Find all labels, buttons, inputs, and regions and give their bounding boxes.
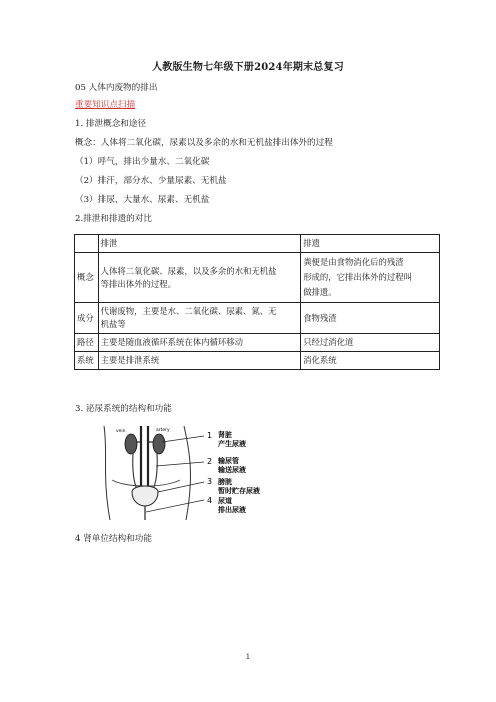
cell-line: 人体将二氧化碳、尿素，以及多余的水和无机盐 [100, 265, 277, 276]
callout-function: 输送尿液 [218, 465, 246, 474]
callout-organ: 输尿管 [218, 456, 239, 465]
excretion-cell [98, 253, 301, 303]
cell-line: 食物残渣 [303, 312, 337, 323]
left-kidney [125, 434, 137, 454]
bladder [132, 486, 158, 506]
document-title: 人教版生物七年级下册2024年期末总复习 [152, 62, 344, 73]
egestion-cell: 只经过消化道 [301, 334, 440, 352]
urinary-system-diagram [98, 422, 294, 522]
cell-line: 做排遗。 [303, 287, 337, 297]
item1-heading: 1. 排泄概念和途径 [75, 119, 147, 129]
item3-heading: 3. 泌尿系统的结构和功能 [75, 404, 172, 414]
body-outline-right [184, 426, 190, 520]
callout-organ: 肾脏 [218, 430, 232, 439]
pelvis-outline [112, 480, 180, 486]
table-row [75, 303, 440, 334]
callout-number: 4 [207, 496, 213, 505]
excretion-cell: 主要是排泄系统 [98, 352, 301, 370]
egestion-cell [301, 253, 440, 303]
row-label: 系统 [75, 352, 99, 370]
leader-line [158, 482, 204, 492]
cell-line: 粪便是由食物消化后的残渣 [303, 257, 404, 267]
cell-line: 形成的，它排出体外的过程叫 [303, 272, 413, 282]
leader-line [156, 462, 204, 466]
callout-number: 2 [207, 457, 213, 466]
item2-heading: 2.排泄和排遗的对比 [75, 214, 152, 224]
cell-line: 代谢废物，主要是水、二氧化碳、尿素、氮、无 [100, 306, 277, 316]
row-label: 路径 [75, 334, 99, 352]
excretion-cell [98, 303, 301, 334]
callout-function: 产生尿液 [218, 439, 246, 448]
section-heading: 重要知识点扫描 [75, 100, 136, 110]
table-row [75, 352, 440, 370]
excretion-concept: 概念：人体将二氧化碳，尿素以及多余的水和无机盐排出体外的过程 [75, 138, 333, 148]
row-label: 成分 [75, 303, 99, 334]
table-row [75, 253, 440, 303]
excretion-cell: 主要是随血液循环系统在体内循环移动 [98, 334, 301, 352]
row-label: 概念 [75, 253, 99, 303]
callout-function: 暂时贮存尿液 [218, 486, 260, 495]
callout-number: 3 [207, 477, 213, 486]
route-item: （1）呼气，排出少量水、二氧化碳 [75, 157, 210, 167]
egestion-cell: 消化系统 [301, 352, 440, 370]
callout-organ: 膀胱 [218, 477, 232, 486]
callout-number: 1 [207, 431, 213, 440]
cell-line: 等排出体外的过程。 [100, 278, 177, 289]
item4-heading: 4 肾单位结构和功能 [75, 534, 152, 544]
table-header-row [75, 235, 440, 253]
table-header-cell: 排遗 [301, 235, 440, 253]
egestion-cell [301, 303, 440, 334]
table-header-cell: 排泄 [98, 235, 301, 253]
table-header-cell [75, 235, 99, 253]
callout-function: 排出尿液 [218, 505, 246, 514]
callout-organ: 尿道 [218, 496, 232, 505]
right-kidney [153, 434, 165, 454]
body-outline-left [104, 426, 110, 520]
route-item: （2）排汗，部分水、少量尿素、无机盐 [75, 176, 227, 186]
vein-label: vein [116, 429, 126, 434]
chapter-heading: 05 人体内废物的排出 [75, 83, 158, 93]
route-item: （3）排尿，大量水、尿素、无机盐 [75, 195, 210, 205]
artery-label: artery [156, 428, 170, 433]
comparison-table [74, 234, 440, 370]
page-number: 1 [245, 653, 251, 661]
table-row [75, 334, 440, 352]
cell-line: 机盐等 [100, 319, 126, 329]
leader-line [162, 436, 204, 442]
